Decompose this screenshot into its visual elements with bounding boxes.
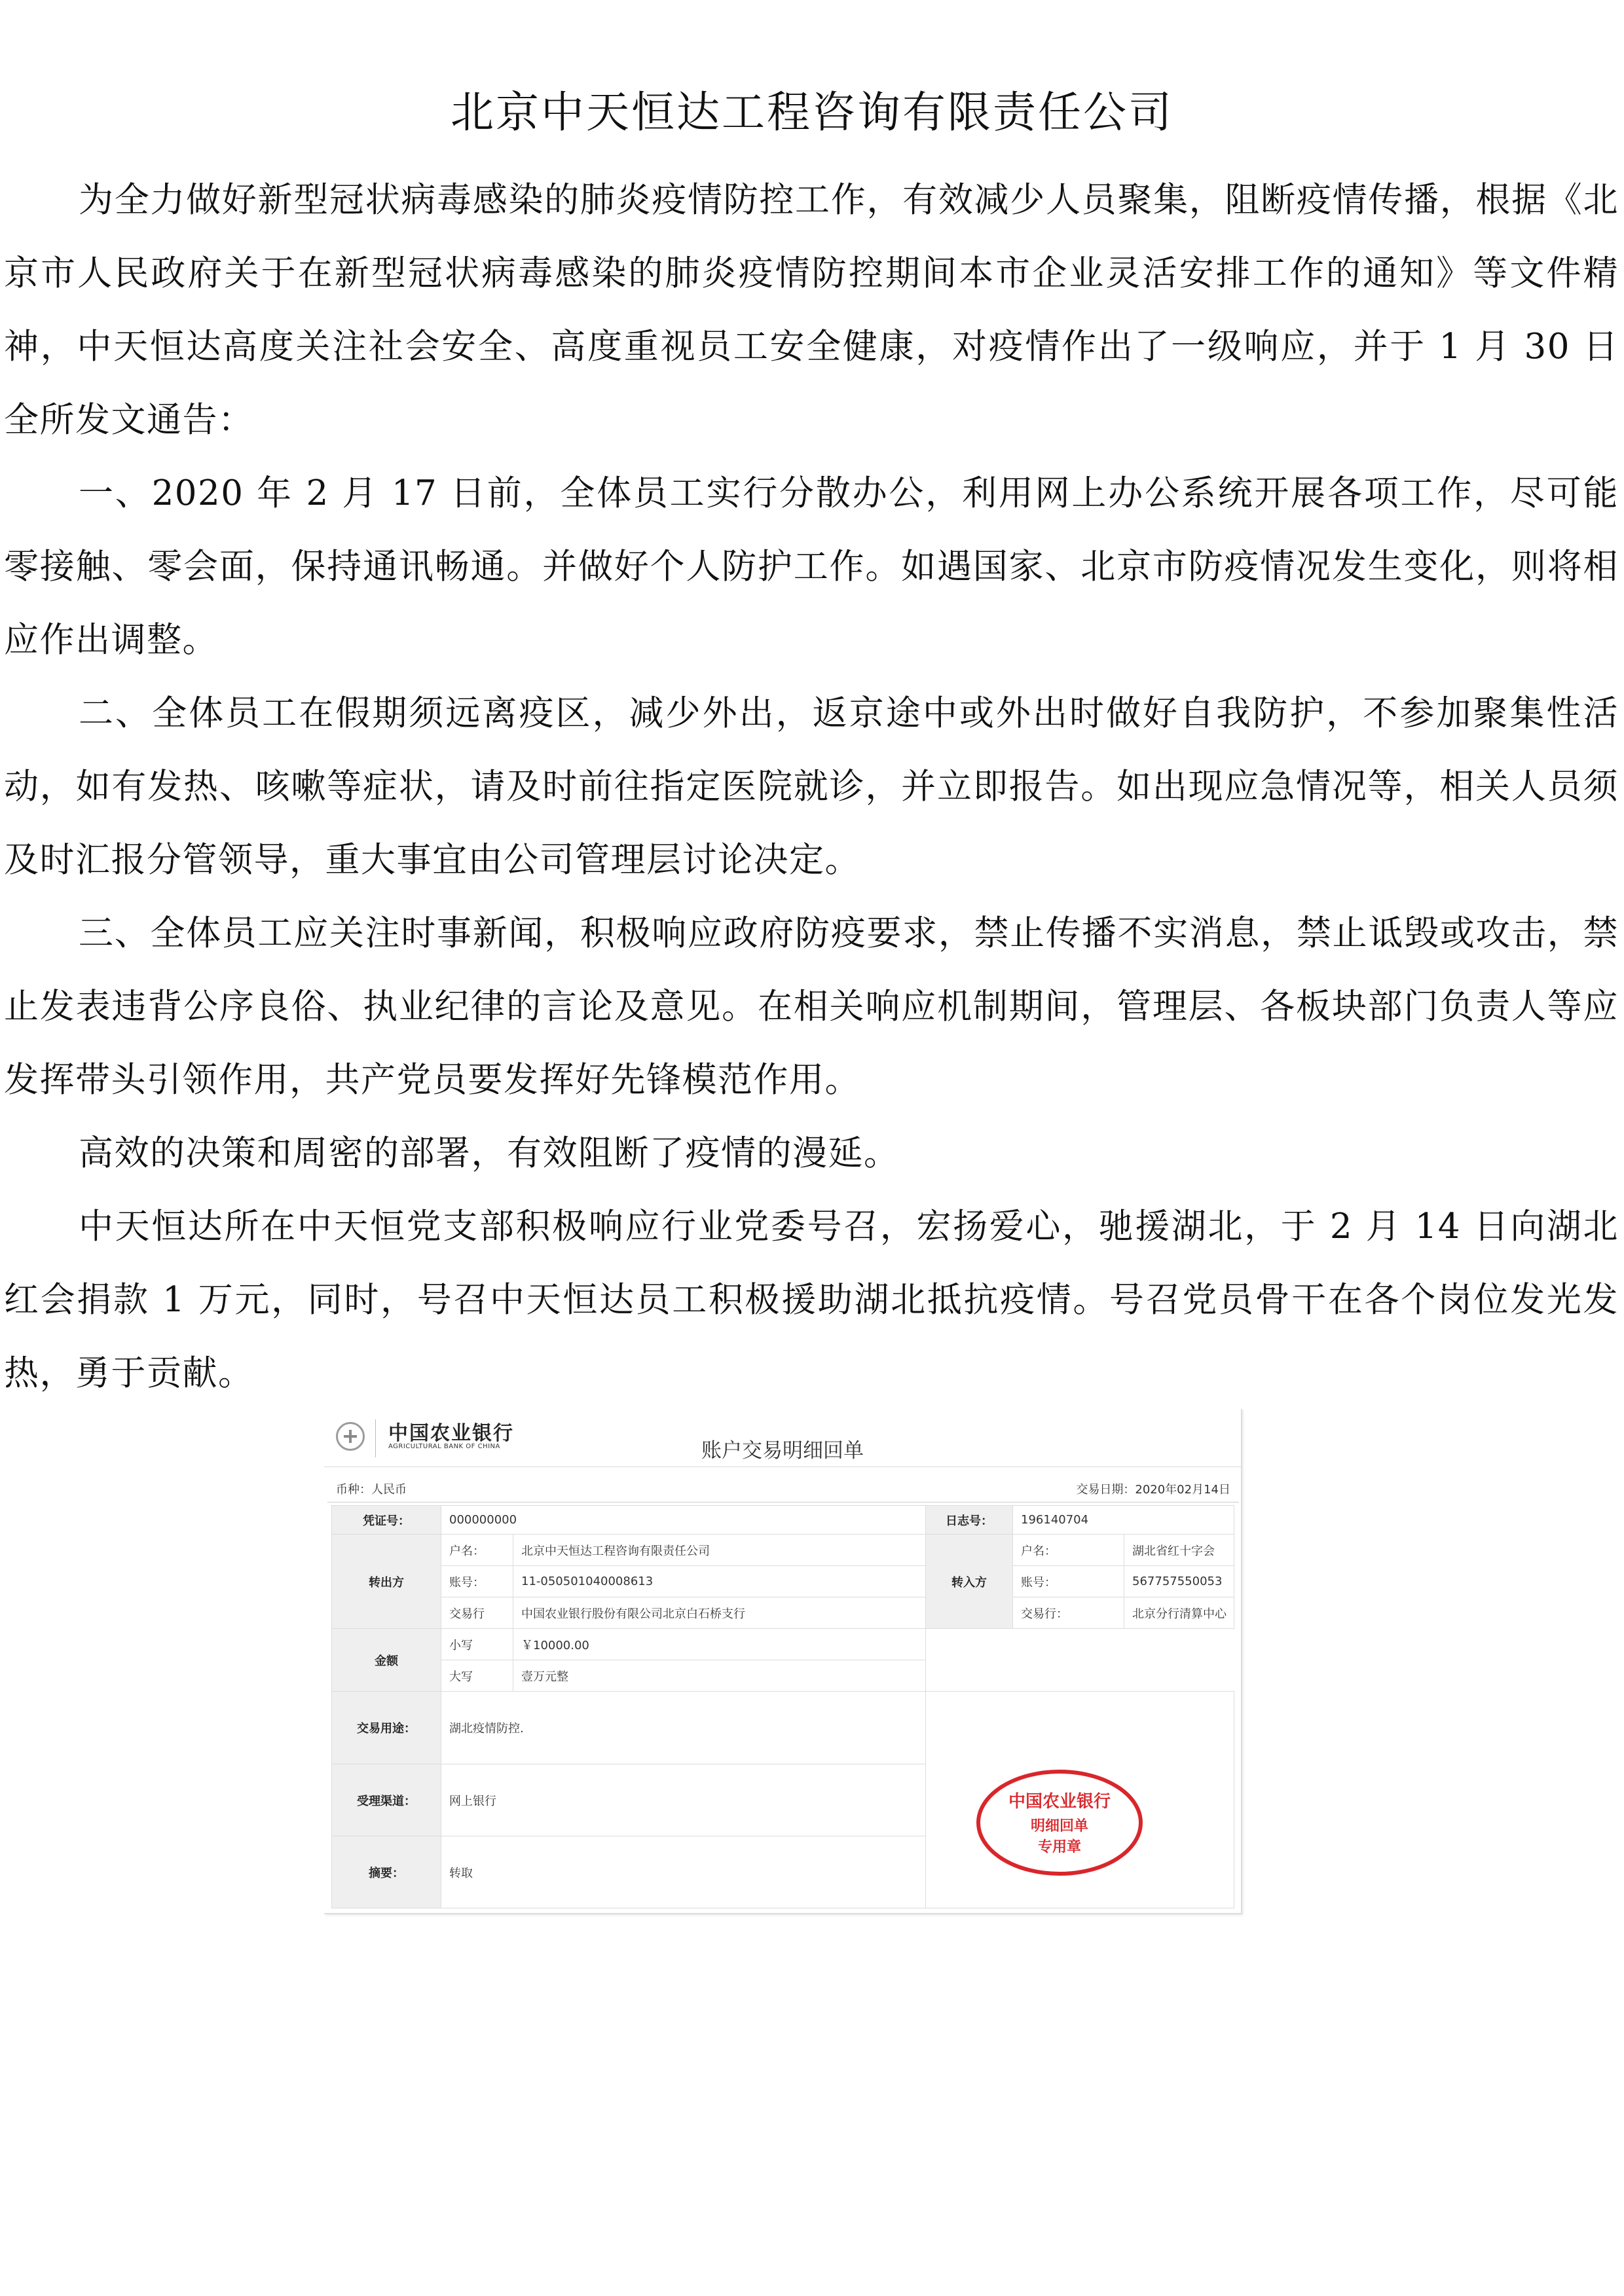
purpose-value: 湖北疫情防控. xyxy=(441,1692,926,1764)
summary-paragraph: 高效的决策和周密的部署，有效阻断了疫情的漫延。 xyxy=(79,1133,900,1173)
item-one-paragraph: 一、2020 年 2 月 17 日前，全体员工实行分散办公，利用网上办公系统开展各项工作，尽可能零接触、零会面，保持通讯畅通。并做好个人防护工作。如遇国家、北京市防疫情况发生变化，则将相应作出调整。 xyxy=(4,473,1619,660)
big-amount-label: 大写 xyxy=(441,1660,513,1692)
payee-name: 湖北省红十字会 xyxy=(1124,1535,1234,1566)
small-amount-label: 小写 xyxy=(441,1629,513,1660)
channel-label: 受理渠道： xyxy=(332,1764,441,1836)
stamp-line-2: 明细回单 xyxy=(1031,1818,1089,1834)
voucher-value: 000000000 xyxy=(441,1506,926,1535)
item-three-paragraph: 三、全体员工应关注时事新闻，积极响应政府防疫要求，禁止传播不实消息，禁止诋毁或攻击，禁止发表违背公序良俗、执业纪律的言论及意见。在相关响应机制期间，管理层、各板块部门负责人等应发挥带头引领作用，共产党员要发挥好先锋模范作用。 xyxy=(4,913,1619,1100)
document-body xyxy=(4,164,1619,1410)
payee-branch-label: 交易行： xyxy=(1013,1597,1124,1629)
big-amount: 壹万元整 xyxy=(513,1660,926,1692)
bank-transaction-receipt xyxy=(324,1409,1242,1914)
payee-account-label: 账号： xyxy=(1013,1566,1124,1597)
bank-name-en: AGRICULTURAL BANK OF CHINA xyxy=(388,1443,500,1450)
receipt-header xyxy=(324,1409,1241,1467)
bank-seal-stamp xyxy=(976,1769,1143,1876)
document-title: 北京中天恒达工程咨询有限责任公司 xyxy=(451,87,1173,137)
receipt-table xyxy=(331,1505,1234,1908)
payer-name-label: 户名： xyxy=(441,1535,513,1566)
intro-paragraph: 为全力做好新型冠状病毒感染的肺炎疫情防控工作，有效减少人员聚集，阻断疫情传播，根据《北京市人民政府关于在新型冠状病毒感染的肺炎疫情防控期间本市企业灵活安排工作的通知》等文件精神，中天恒达高度关注社会安全、高度重视员工安全健康，对疫情作出了一级响应，并于 1 月 30 日全所发文通告： xyxy=(4,180,1619,440)
transaction-date: 交易日期：2020年02月14日 xyxy=(1076,1483,1230,1497)
table-row xyxy=(332,1597,1234,1629)
payer-branch-label: 交易行 xyxy=(441,1597,513,1629)
meta-divider xyxy=(327,1502,1239,1503)
payer-account: 11-050501040008613 xyxy=(513,1566,926,1597)
donation-paragraph: 中天恒达所在中天恒党支部积极响应行业党委号召，宏扬爱心，驰援湖北，于 2 月 14 日向湖北红会捐款 1 万元，同时，号召中天恒达员工积极援助湖北抵抗疫情。号召党员骨干在各个岗位发光发热，勇于贡献。 xyxy=(4,1207,1619,1393)
payee-branch: 北京分行清算中心 xyxy=(1124,1597,1234,1629)
table-row xyxy=(332,1692,1234,1764)
stamp-line-1: 中国农业银行 xyxy=(1008,1792,1111,1812)
payee-account: 567757550053 xyxy=(1124,1566,1234,1597)
log-label: 日志号： xyxy=(926,1506,1013,1535)
table-row xyxy=(332,1535,1234,1566)
currency-label: 币种：人民币 xyxy=(336,1483,407,1497)
table-row xyxy=(332,1506,1234,1535)
purpose-label: 交易用途： xyxy=(332,1692,441,1764)
receipt-title: 账户交易明细回单 xyxy=(701,1439,864,1463)
stamp-line-3: 专用章 xyxy=(1038,1839,1082,1855)
item-two-paragraph: 二、全体员工在假期须远离疫区，减少外出，返京途中或外出时做好自我防护，不参加聚集性活动，如有发热、咳嗽等症状，请及时前往指定医院就诊，并立即报告。如出现应急情况等，相关人员须及时汇报分管领导，重大事宜由公司管理层讨论决定。 xyxy=(4,693,1619,880)
payer-branch: 中国农业银行股份有限公司北京白石桥支行 xyxy=(513,1597,926,1629)
channel-value: 网上银行 xyxy=(441,1764,926,1836)
summary-value: 转取 xyxy=(441,1836,926,1908)
summary-label: 摘要： xyxy=(332,1836,441,1908)
payer-account-label: 账号： xyxy=(441,1566,513,1597)
table-row xyxy=(332,1629,1234,1660)
amount-label: 金额 xyxy=(332,1629,441,1692)
table-row xyxy=(332,1566,1234,1597)
voucher-label: 凭证号： xyxy=(332,1506,441,1535)
bank-name-cn: 中国农业银行 xyxy=(388,1422,514,1445)
payee-label: 转入方 xyxy=(926,1535,1013,1629)
payee-name-label: 户名： xyxy=(1013,1535,1124,1566)
amount-blank xyxy=(926,1629,1234,1692)
payer-name: 北京中天恒达工程咨询有限责任公司 xyxy=(513,1535,926,1566)
small-amount: ￥10000.00 xyxy=(513,1629,926,1660)
payer-label: 转出方 xyxy=(332,1535,441,1629)
log-value: 196140704 xyxy=(1013,1506,1234,1535)
stamp-cell xyxy=(926,1692,1234,1908)
